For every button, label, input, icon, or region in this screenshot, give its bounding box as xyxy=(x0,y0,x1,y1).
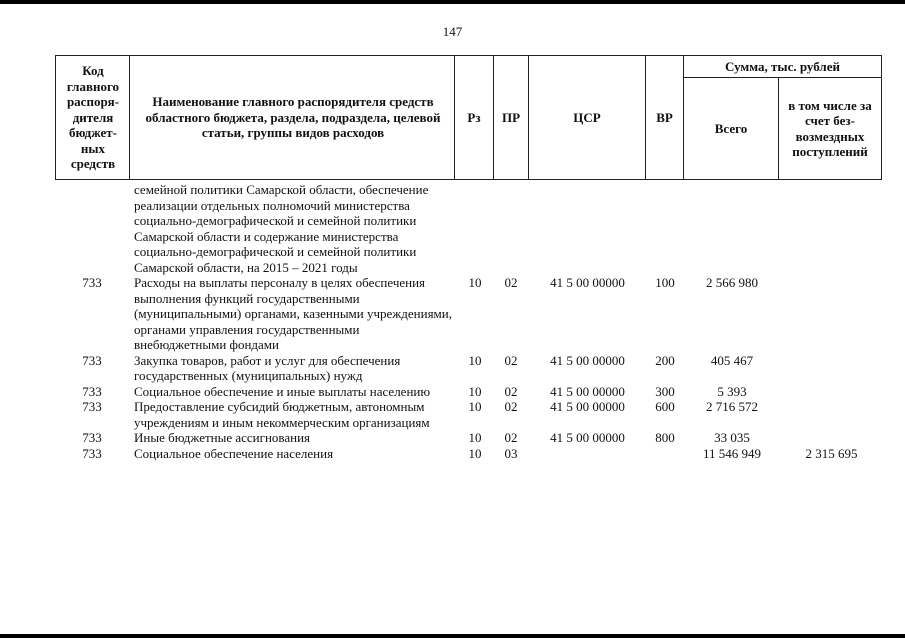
header-rz: Рз xyxy=(467,109,481,125)
cell-vr: 800 xyxy=(655,430,675,445)
table-body xyxy=(55,182,882,461)
page-number: 147 xyxy=(442,24,463,39)
header-csr: ЦСР xyxy=(573,109,601,125)
continuation-text: семейной политики Самарской области, обеспечение реализации отдельных полномочий министерства социально-демографической и семейной политики Самарской области и содержание министерства социально-демографической и семейной политики Самарской области, на 2015 – 2021 годы xyxy=(134,182,429,275)
header-vr: ВР xyxy=(656,109,673,125)
header-total: Всего xyxy=(714,120,748,136)
table-row xyxy=(55,384,882,400)
cell-csr: 41 5 00 00000 xyxy=(550,430,625,445)
table-row xyxy=(55,446,882,462)
cell-vr: 600 xyxy=(655,399,675,414)
header-border-right xyxy=(881,55,882,180)
cell-total: 5 393 xyxy=(717,383,747,399)
header-incl-free: в том числе за счет без- возмездных поступлений xyxy=(788,97,872,159)
table-row xyxy=(55,275,882,353)
table-row xyxy=(55,399,882,430)
cell-total: 11 546 949 xyxy=(702,445,762,461)
cell-name: Социальное обеспечение населения xyxy=(134,445,334,461)
header-name: Наименование главного распорядителя средств областного бюджета, раздела, подраздела, целевой статьи, группы видов расходов xyxy=(145,94,441,141)
cell-vr: 300 xyxy=(655,383,675,399)
cell-free: 2 315 695 xyxy=(805,445,858,461)
cell-name: Закупка товаров, работ и услуг для обеспечения государственных (муниципальных) нужд xyxy=(134,352,401,383)
cell-rz: 10 xyxy=(468,352,482,368)
cell-total: 405 467 xyxy=(710,352,754,368)
cell-pr: 03 xyxy=(504,445,518,461)
cell-pr: 02 xyxy=(504,352,518,368)
cell-code: 733 xyxy=(82,430,102,445)
cell-vr: 100 xyxy=(655,275,675,290)
continuation-row xyxy=(55,182,882,275)
cell-code: 733 xyxy=(82,445,102,461)
cell-csr: 41 5 00 00000 xyxy=(550,275,625,290)
header-sum: Сумма, тыс. рублей xyxy=(725,58,840,74)
cell-code: 733 xyxy=(82,399,102,414)
cell-csr: 41 5 00 00000 xyxy=(550,383,625,399)
cell-total: 2 716 572 xyxy=(706,399,758,414)
cell-name: Предоставление субсидий бюджетным, автономным учреждениям и иным некоммерческим организациям xyxy=(134,399,430,430)
cell-name: Иные бюджетные ассигнования xyxy=(134,430,311,445)
cell-name: Социальное обеспечение и иные выплаты населению xyxy=(134,383,431,399)
cell-code: 733 xyxy=(82,352,102,368)
cell-csr: 41 5 00 00000 xyxy=(550,352,625,368)
table-header xyxy=(55,55,882,180)
cell-code: 733 xyxy=(82,383,102,399)
header-code: Код главного распоря- дителя бюджет- ных средств xyxy=(66,63,120,172)
header-border-bottom xyxy=(55,179,882,180)
cell-rz: 10 xyxy=(468,275,482,290)
cell-rz: 10 xyxy=(468,399,482,414)
cell-rz: 10 xyxy=(468,430,482,445)
header-divider xyxy=(129,55,130,180)
cell-name: Расходы на выплаты персоналу в целях обеспечения выполнения функций государственными (муниципальными) органами, казенными учреждениями, органами управления государственными внебюджетными фондами xyxy=(134,275,452,352)
cell-code: 733 xyxy=(82,275,102,290)
header-border-left xyxy=(55,55,56,180)
cell-csr: 41 5 00 00000 xyxy=(550,399,625,414)
cell-rz: 10 xyxy=(468,383,482,399)
cell-pr: 02 xyxy=(504,430,518,445)
cell-total: 2 566 980 xyxy=(706,275,758,290)
header-pr: ПР xyxy=(501,109,521,125)
table-row xyxy=(55,430,882,446)
cell-total: 33 035 xyxy=(714,430,750,445)
cell-pr: 02 xyxy=(504,399,518,414)
cell-rz: 10 xyxy=(468,445,482,461)
bottom-border xyxy=(0,634,905,638)
header-divider xyxy=(778,77,779,180)
top-border xyxy=(0,0,905,4)
table-row xyxy=(55,353,882,384)
cell-pr: 02 xyxy=(504,275,518,290)
cell-vr: 200 xyxy=(655,352,675,368)
cell-pr: 02 xyxy=(504,383,518,399)
